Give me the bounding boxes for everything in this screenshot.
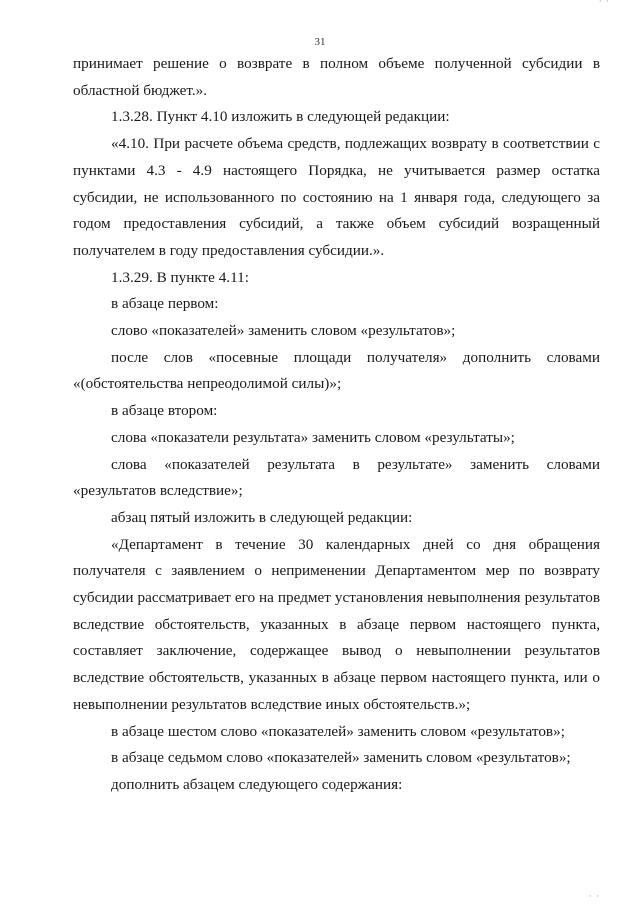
paragraph: дополнить абзацем следующего содержания: (111, 775, 403, 793)
paragraph: 1.3.29. В пункте 4.11: (111, 268, 249, 286)
paragraph: в абзаце седьмом слово «показателей» заменить словом «результатов»; (111, 749, 571, 767)
paragraph: принимает решение о возврате в полном объеме полученной субсидии в областной бюджет.». (73, 55, 600, 99)
paragraph: в абзаце первом: (111, 295, 219, 313)
paragraph: «4.10. При расчете объема средств, подлежащих возврату в соответствии с пунктами 4.3 - 4.9 настоящего Порядка, не учитывается размер остатка субсидии, не использованного по состоянию на 1 января года, следующего за годом предоставления субсидий, а также объем субсидий возращенный получателем в году предоставления субсидии.». (73, 135, 600, 259)
paragraph: слова «показатели результата» заменить словом «результаты»; (111, 428, 515, 446)
paragraph: слово «показателей» заменить словом «результатов»; (111, 322, 456, 340)
paragraph: слова «показателей результата в результате» заменить словами «результатов вследствие»; (73, 455, 600, 500)
paragraph: после слов «посевные площади получателя» дополнить словами «(обстоятельства непреодолимой силы)»; (73, 348, 600, 393)
paragraph: абзац пятый изложить в следующей редакции: (111, 508, 413, 526)
paragraph: 1.3.28. Пункт 4.10 изложить в следующей редакции: (111, 108, 450, 126)
document-body (73, 51, 600, 799)
scan-mark-top: · · (598, 0, 610, 6)
scan-mark-bottom: · · (588, 891, 600, 901)
page-number: 31 (314, 36, 326, 48)
paragraph: в абзаце шестом слово «показателей» заменить словом «результатов»; (111, 722, 565, 740)
paragraph: «Департамент в течение 30 календарных дней со дня обращения получателя с заявлением о неприменении Департаментом мер по возврату субсидии рассматривает его на предмет установления невыполнения результатов вследствие обстоятельств, указанных в абзаце первом настоящего пункта, составляет заключение, содержащее вывод о невыполнении результатов вследствие обстоятельств, указанных в абзаце первом настоящего пункта, или о невыполнении результатов вследствие иных обстоятельств.»; (73, 535, 600, 713)
paragraph: в абзаце втором: (111, 402, 218, 420)
